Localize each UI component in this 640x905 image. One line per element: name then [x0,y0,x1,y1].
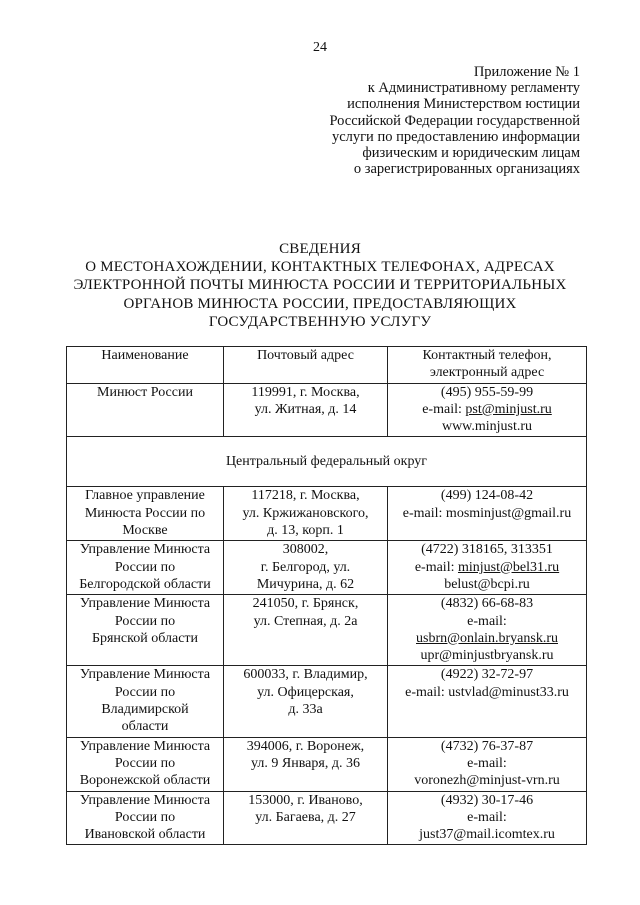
header-text: Почтовый адрес [257,348,354,363]
name-cell [67,541,224,595]
cell-line: e-mail: [467,613,507,629]
appendix-line: Российской Федерации государственной [329,112,580,129]
title-line: ЭЛЕКТРОННОЙ ПОЧТЫ МИНЮСТА РОССИИ И ТЕРРИТОРИАЛЬНЫХ [73,277,567,294]
name-cell [67,737,224,791]
cell-line: e-mail: [467,809,507,825]
cell-line: (4732) 76-37-87 [440,738,534,754]
table-row [67,541,587,595]
cell-line: России по [114,559,176,575]
contact-cell [388,541,587,595]
cell-line: e-mail: [467,755,507,771]
document-title [0,240,640,331]
appendix-line: исполнения Министерством юстиции [347,96,580,113]
cell-line: Москве [122,523,168,539]
table-row [67,595,587,666]
email-link: minjust@bel31.ru [457,559,560,575]
cell-line: Главное управление [85,488,205,504]
cell-line: России по [114,755,176,771]
appendix-line: о зарегистрированных организациях [353,161,580,178]
cell-line: 119991, г. Москва, [251,384,360,400]
cell-line: (4832) 66-68-83 [440,596,534,612]
header-text: электронный адрес [429,365,545,381]
contact-cell [388,595,587,666]
address-cell [224,487,388,541]
cell-line: Белгородской области [79,576,211,592]
appendix-line: услуги по предоставлению информации [331,128,580,145]
cell-line: 153000, г. Иваново, [248,792,363,808]
cell-line: 394006, г. Воронеж, [246,738,365,754]
email-link: usbrn@onlain.bryansk.ru [416,630,558,646]
cell-line: e-mail: minjust@bel31.ru [414,559,560,575]
name-cell [67,487,224,541]
cell-line: 600033, г. Владимир, [243,667,368,683]
title-line: ГОСУДАРСТВЕННУЮ УСЛУГУ [208,313,432,330]
cell-line: upr@minjustbryansk.ru [420,648,554,664]
contacts-table [66,346,587,845]
appendix-note [329,64,580,177]
table-header-row [67,347,587,384]
cell-line: Управление Минюста [79,738,211,754]
header-text: Наименование [101,348,189,363]
cell-line: belust@bcpi.ru [444,576,530,592]
cell-line: д. 13, корп. 1 [267,523,344,539]
cell-line: ул. Офицерская, [257,684,354,700]
contact-cell [388,383,587,437]
district-row [67,437,587,487]
cell-line: (4932) 30-17-46 [440,792,534,808]
cell-line: Управление Минюста [79,596,211,612]
cell-line: Управление Минюста [79,792,211,808]
cell-line: (4922) 32-72-97 [440,667,534,683]
table-row [67,487,587,541]
contact-cell [388,666,587,737]
name-cell [67,666,224,737]
column-header [224,347,388,384]
table-row [67,737,587,791]
cell-line: 241050, г. Брянск, [252,596,359,612]
cell-line: just37@mail.icomtex.ru [419,827,555,843]
contact-cell [388,487,587,541]
cell-line: ул. Житная, д. 14 [254,401,357,417]
address-cell [224,383,388,437]
cell-line: г. Белгород, ул. [260,559,351,575]
name-cell [67,383,224,437]
address-cell [224,666,388,737]
table-row [67,666,587,737]
cell-line: России по [114,809,176,825]
table-row [67,791,587,845]
cell-line: Брянской области [91,630,199,646]
appendix-line: к Административному регламенту [367,80,580,97]
cell-line: Мичурина, д. 62 [256,576,355,592]
cell-line: Управление Минюста [79,667,211,683]
district-label: Центральный федеральный округ [67,437,587,487]
cell-line: Минюст России [97,384,193,400]
address-cell [224,791,388,845]
cell-line: ул. 9 Января, д. 36 [251,755,360,771]
cell-line: e-mail: ustvlad@minust33.ru [405,684,569,700]
page-number: 24 [313,40,327,55]
name-cell [67,791,224,845]
cell-line [390,630,584,647]
cell-line: e-mail: mosminjust@gmail.ru [402,505,572,521]
table-row [67,383,587,437]
title-line: СВЕДЕНИЯ [279,241,361,257]
cell-line: Владимирской [101,702,189,718]
contact-cell [388,737,587,791]
header-text: Контактный телефон, [422,348,552,363]
cell-line: области [121,719,169,735]
contact-cell [388,791,587,845]
cell-line: ул. Степная, д. 2а [253,613,358,629]
cell-line: Минюста России по [84,505,206,521]
cell-line: ул. Багаева, д. 27 [255,809,356,825]
address-cell [224,541,388,595]
cell-line: e-mail: pst@minjust.ru [422,401,552,417]
cell-line: www.minjust.ru [441,419,533,435]
address-cell [224,737,388,791]
column-header [67,347,224,384]
cell-line: Ивановской области [84,827,206,843]
address-cell [224,595,388,666]
cell-line: Управление Минюста [79,542,211,558]
cell-line: ул. Кржижановского, [242,505,369,521]
cell-line: Воронежской области [79,773,211,789]
cell-line: voronezh@minjust-vrn.ru [414,773,560,789]
cell-line: (499) 124-08-42 [440,488,534,504]
cell-line: (4722) 318165, 313351 [421,542,553,558]
title-line: О МЕСТОНАХОЖДЕНИИ, КОНТАКТНЫХ ТЕЛЕФОНАХ, АДРЕСАХ [85,259,555,276]
cell-line: (495) 955-59-99 [440,384,534,400]
column-header [388,347,587,384]
appendix-line: Приложение № 1 [473,64,580,80]
name-cell [67,595,224,666]
title-line: ОРГАНОВ МИНЮСТА РОССИИ, ПРЕДОСТАВЛЯЮЩИХ [123,295,517,312]
cell-line: 308002, [282,542,329,558]
cell-line: России по [114,613,176,629]
cell-line: России по [114,684,176,700]
appendix-line: физическим и юридическим лицам [362,145,580,162]
email-link: pst@minjust.ru [465,401,552,417]
cell-line: д. 33а [288,702,323,718]
cell-line: 117218, г. Москва, [251,488,360,504]
